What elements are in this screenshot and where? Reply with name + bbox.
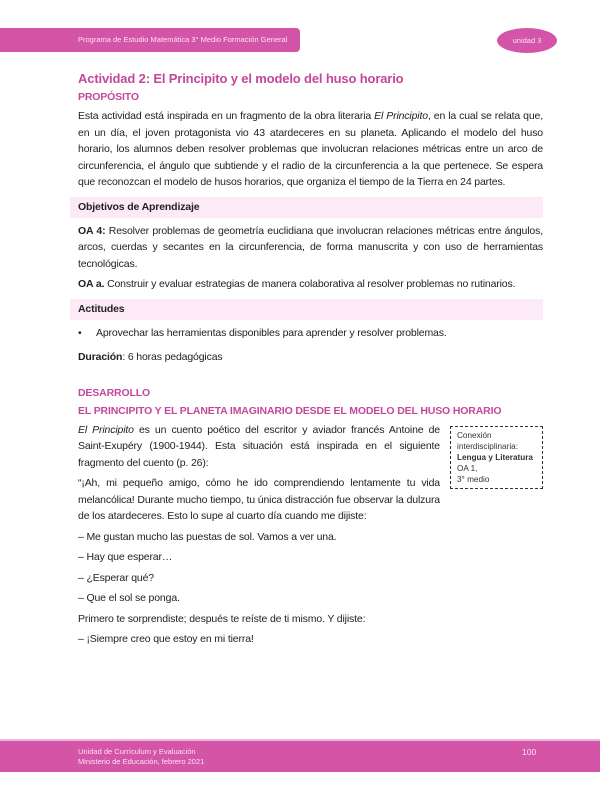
quote-paragraph: “¡Ah, mi pequeño amigo, cómo he ido comprendiendo lentamente tu vida melancólica! Durante mucho tiempo, tu única distracción fue observar la dulzura de los atardeceres. Esto lo supe al cuarto día cuando me dijiste:	[78, 477, 440, 522]
text: Esta actividad está inspirada en un fragmento de la obra literaria	[78, 110, 375, 122]
connection-line: 3° medio	[457, 474, 490, 484]
oa4	[78, 223, 543, 273]
header-bar	[0, 28, 300, 52]
dialogue-line: – Que el sol se ponga.	[78, 592, 180, 604]
development-heading: DESARROLLO	[78, 386, 151, 399]
text: , en la cual se relata que, en un día, el joven protagonista vio 43 atardeceres en su planeta. Aplicando el modelo del huso horario, los alumnos deben resolver problemas que involucran relaciones métricas entre un arco de circunferencia, el ángulo que subtiende y el radio de la circunferencia a la que pertenece. Se espera que reconozcan el modelo de husos horarios, que organiza el tiempo de la Tierra en 24 partes.	[78, 110, 543, 188]
book-title: El Principito	[78, 423, 134, 436]
connection-box	[450, 426, 543, 489]
dialogue-line: Primero te sorprendiste; después te reíste de ti mismo. Y dijiste:	[78, 612, 366, 625]
bullet-icon: •	[78, 326, 82, 339]
footer-line: Ministerio de Educación, febrero 2021	[78, 757, 205, 766]
dialogue-line: – ¡Siempre creo que estoy en mi tierra!	[78, 633, 254, 645]
dialogue-line: – ¿Esperar qué?	[78, 571, 154, 584]
development-subheading: EL PRINCIPITO Y EL PLANETA IMAGINARIO DESDE EL MODELO DEL HUSO HORARIO	[78, 404, 502, 417]
oa4-label: OA 4:	[78, 224, 106, 237]
connection-line: interdisciplinaria:	[457, 441, 518, 451]
connection-line: OA 1,	[457, 463, 478, 473]
purpose-heading: PROPÓSITO	[78, 91, 139, 103]
purpose-paragraph	[78, 108, 543, 191]
oaa-label: OA a.	[78, 278, 105, 290]
oaa-text: Construir y evaluar estrategias de manera colaborativa al resolver problemas no rutinarios.	[104, 278, 516, 290]
duration	[78, 349, 543, 366]
connection-line: Conexión	[457, 430, 492, 440]
page-number: 100	[522, 747, 537, 757]
activity-title: Actividad 2: El Principito y el modelo del huso horario	[78, 71, 404, 86]
attitude-text: Aprovechar las herramientas disponibles para aprender y resolver problemas.	[96, 326, 447, 339]
connection-subject: Lengua y Literatura	[457, 452, 533, 462]
program-title: Programa de Estudio Matemática 3° Medio Formación General	[78, 35, 288, 44]
oa4-text: Resolver problemas de geometría euclidiana que involucran relaciones métricas entre ángulos, arcos, cuerdas y secantes en la circunferencia, de forma manuscrita y con uso de herramientas tecnológicas.	[78, 224, 543, 270]
oaa	[78, 276, 543, 293]
text: es un cuento poético del escritor y aviador francés Antoine de Saint-Exupéry (1900-1944). Esta situación está inspirada en el siguiente fragmento del cuento (p. 26):	[78, 423, 440, 469]
page-content	[78, 70, 543, 652]
dialogue-line: – Me gustan mucho las puestas de sol. Vamos a ver una.	[78, 530, 337, 543]
book-title: El Principito	[374, 110, 428, 122]
attitudes-heading: Actitudes	[70, 299, 543, 320]
attitude-item	[78, 325, 543, 342]
footer-bar	[0, 739, 600, 772]
objectives-heading: Objetivos de Aprendizaje	[70, 197, 543, 218]
unit-badge: unidad 3	[497, 28, 557, 53]
footer-line: Unidad de Currículum y Evaluación	[78, 747, 196, 756]
duration-value: : 6 horas pedagógicas	[122, 351, 223, 363]
dialogue-line: – Hay que esperar…	[78, 551, 173, 563]
duration-label: Duración	[78, 351, 123, 363]
